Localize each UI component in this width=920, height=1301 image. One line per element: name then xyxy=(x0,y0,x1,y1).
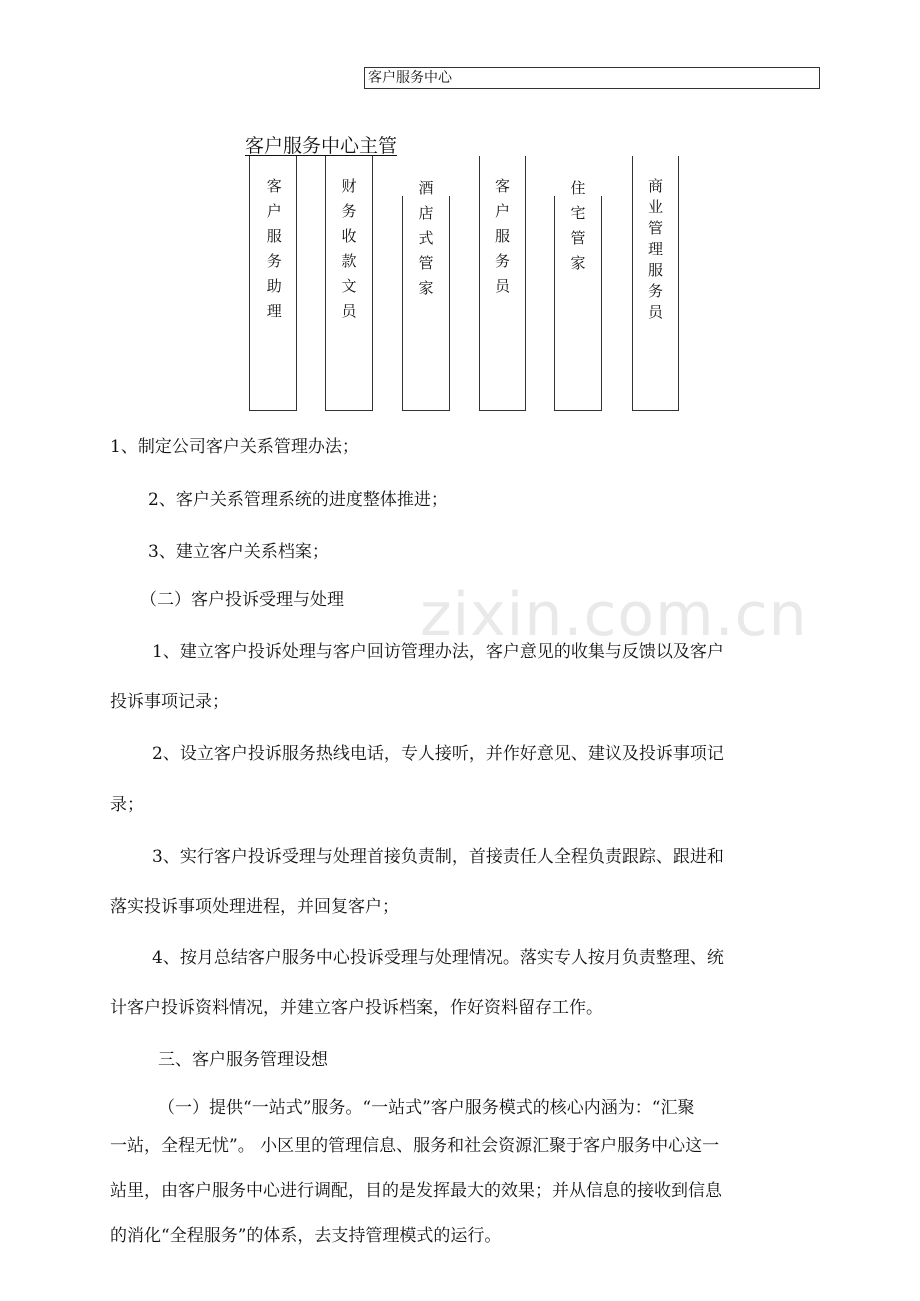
org-column-1 xyxy=(249,156,297,411)
paragraph-7-line-1: 4、按月总结客户服务中心投诉受理与处理情况。落实专人按月负责整理、统 xyxy=(152,948,724,968)
org-column-text: 财务收款文员 xyxy=(339,178,358,328)
paragraph-3: 3、建立客户关系档案； xyxy=(148,542,329,562)
paragraph-8-line-2: 一站，全程无忧”。 小区里的管理信息、服务和社会资源汇聚于客户服务中心这一 xyxy=(110,1136,720,1156)
org-column-2 xyxy=(325,156,373,411)
org-top-box: 客户服务中心 xyxy=(364,67,820,89)
org-manager-label: 客户服务中心主管 xyxy=(245,135,398,157)
watermark: zixin.com.cn xyxy=(420,580,808,650)
paragraph-6-line-1: 3、实行客户投诉受理与处理首接负责制，首接责任人全程负责跟踪、跟进和 xyxy=(152,847,724,867)
heading-management-ideas: 三、客户服务管理设想 xyxy=(158,1050,328,1070)
org-column-6 xyxy=(632,156,679,411)
paragraph-5-line-1: 2、设立客户投诉服务热线电话，专人接听，并作好意见、建议及投诉事项记 xyxy=(152,744,724,764)
paragraph-1: 1、制定公司客户关系管理办法； xyxy=(110,437,359,457)
paragraph-4-line-2: 投诉事项记录； xyxy=(110,692,229,712)
paragraph-8-line-4: 的消化“全程服务”的体系，去支持管理模式的运行。 xyxy=(110,1226,502,1246)
paragraph-5-line-2: 录； xyxy=(110,795,144,815)
paragraph-8-line-1: （一）提供“一站式”服务。“一站式”客户服务模式的核心内涵为：“汇聚 xyxy=(158,1098,695,1118)
heading-complaints: （二）客户投诉受理与处理 xyxy=(140,590,344,610)
org-column-text: 酒店式管家 xyxy=(416,180,435,305)
org-column-text: 商业管理服务员 xyxy=(646,178,664,325)
org-column-text: 客户服务员 xyxy=(493,178,511,303)
org-column-text: 客户服务助理 xyxy=(264,178,283,328)
paragraph-6-line-2: 落实投诉事项处理进程，并回复客户； xyxy=(110,897,399,917)
paragraph-8-line-3: 站里，由客户服务中心进行调配，目的是发挥最大的效果；并从信息的接收到信息 xyxy=(110,1181,722,1201)
org-column-text: 住宅管家 xyxy=(568,180,587,280)
org-column-5 xyxy=(554,180,602,411)
paragraph-7-line-2: 计客户投诉资料情况，并建立客户投诉档案，作好资料留存工作。 xyxy=(110,998,603,1018)
org-column-3 xyxy=(402,180,450,411)
paragraph-4-line-1: 1、建立客户投诉处理与客户回访管理办法，客户意见的收集与反馈以及客户 xyxy=(152,642,724,662)
paragraph-2: 2、客户关系管理系统的进度整体推进； xyxy=(148,490,448,510)
org-column-4 xyxy=(479,156,526,411)
